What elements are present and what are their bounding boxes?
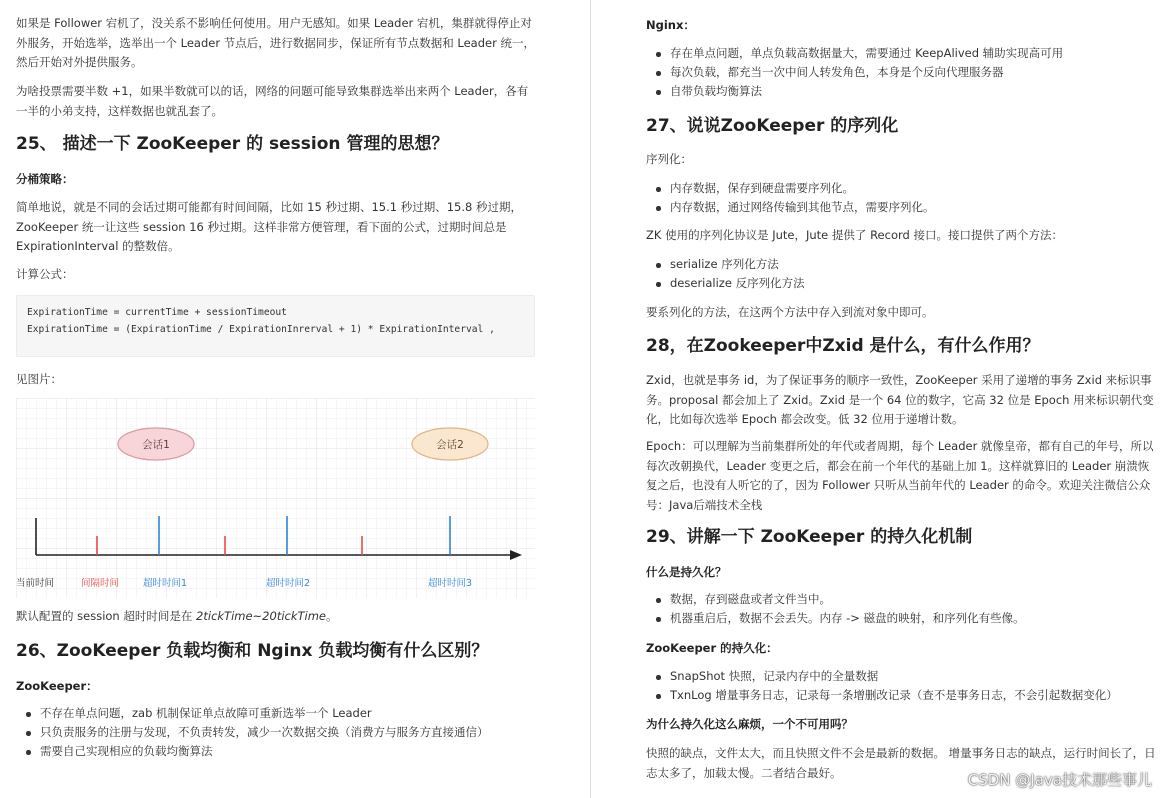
list-item: 不存在单点问题，zab 机制保证单点故障可重新选举一个 Leader [16,704,536,723]
heading-27: 27、说说ZooKeeper 的序列化 [646,116,899,136]
csdn-watermark: CSDN @Java技术那些事儿 [967,771,1152,789]
nginx-list [646,44,1160,101]
paragraph-epoch: Epoch：可以理解为当前集群所处的年代或者周期，每个 Leader 就像皇帝，都有自己的年号，所以每次改朝换代，Leader 变更之后，都会在前一个年代的基础上加 1。这样就算旧的 Leader 崩溃恢复之后，也没有人听它的了，因为 Follower 只听从当前年代的 Leader 的命令。欢迎关注微信公众号：Java后端技术全栈 [646,439,1154,512]
column-divider [590,0,591,798]
label-current-time: 当前时间 [16,578,55,589]
default-timeout-suffix: 。 [326,609,338,623]
list-item: TxnLog 增量事务日志，记录每一条增删改记录（查不是事务日志，不会引起数据变化） [646,686,1160,705]
list-item: 自带负载均衡算法 [646,82,1160,101]
default-timeout-range: 2tickTime~20tickTime [196,609,327,623]
heading-26: 26、ZooKeeper 负载均衡和 Nginx 负载均衡有什么区别？ [16,641,489,661]
serialization-label: 序列化： [646,152,692,166]
timeline-svg [16,398,535,598]
code-line-2: ExpirationTime = (ExpirationTime / ExpirationInrerval + 1) * ExpirationInterval , [27,324,495,335]
see-image-label: 见图片： [16,372,62,386]
list-item: 只负责服务的注册与发现，不负责转发，减少一次数据交换（消费方与服务方直接通信） [16,723,536,742]
session1-label: 会话1 [142,439,170,451]
formula-code-block [16,295,535,357]
list-item: serialize 序列化方法 [646,255,1160,274]
paragraph-zxid: Zxid，也就是事务 id，为了保证事务的顺序一致性，ZooKeeper 采用了递增的事务 Zxid 来标识事务。proposal 都会加上了 Zxid。Zxid 是一个 64 位的数字，它高 32 位是 Epoch 用来标识朝代变化，比如每次选举 Epoch 都会改变。低 32 位用于递增计数。 [646,373,1154,426]
zookeeper-persistence-label: ZooKeeper 的持久化： [646,641,778,655]
nginx-label: Nginx： [646,18,695,32]
list-item: deserialize 反序列化方法 [646,274,1160,293]
session2-label: 会话2 [436,439,464,451]
label-timeout-3: 超时时间3 [427,578,473,589]
list-item: 数据，存到磁盘或者文件当中。 [646,590,1160,609]
list-item: 内存数据，通过网络传输到其他节点，需要序列化。 [646,198,1160,217]
serialization-list [646,179,1160,217]
heading-25: 25、 描述一下 ZooKeeper 的 session 管理的思想？ [16,134,449,154]
list-item: 内存数据，保存到硬盘需要序列化。 [646,179,1160,198]
default-timeout-paragraph [16,607,536,627]
list-item: 存在单点问题，单点负载高数据量大，需要通过 KeepAlived 辅助实现高可用 [646,44,1160,63]
paragraph-half-vote: 为啥投票需要半数 +1，如果半数就可以的话，网络的问题可能导致集群选举出来两个 Leader，各有一半的小弟支持，这样数据也就乱套了。 [16,84,529,118]
formula-label: 计算公式： [16,267,74,281]
list-item: 机器重启后，数据不会丢失。内存 -> 磁盘的映射，和序列化有些像。 [646,609,1160,628]
default-timeout-prefix: 默认配置的 session 超时时间是在 [16,609,197,623]
label-timeout-2: 超时时间2 [265,578,311,589]
paragraph-jute: ZK 使用的序列化协议是 Jute，Jute 提供了 Record 接口。接口提供了两个方法： [646,228,1063,242]
session-timeline-figure [16,398,535,598]
why-persistence-label: 为什么持久化这么麻烦，一个不可用吗？ [646,717,853,731]
zookeeper-list [16,704,536,761]
paragraph-bucket-strategy: 简单地说，就是不同的会话过期可能都有时间间隔，比如 15 秒过期、15.1 秒过期、15.8 秒过期，ZooKeeper 统一让这些 session 16 秒过期。这样非常方便管理，看下面的公式，过期时间总是 ExpirationInterval 的整数倍。 [16,200,522,253]
zookeeper-label: ZooKeeper： [16,679,98,693]
paragraph-leader-failure: 如果是 Follower 宕机了，没关系不影响任何使用。用户无感知。如果 Leader 宕机，集群就得停止对外服务，开始选举，选举出一个 Leader 节点后，进行数据同步，保证所有节点数据和 Leader 统一，然后开始对外提供服务。 [16,16,535,69]
heading-29: 29、讲解一下 ZooKeeper 的持久化机制 [646,527,973,547]
bucket-strategy-label: 分桶策略： [16,172,74,186]
paragraph-why-both: 快照的缺点，文件太大，而且快照文件不会是最新的数据。 增量事务日志的缺点，运行时间长了，日志太多了，加载太慢。二者结合最好。 [646,746,1156,780]
methods-list [646,255,1160,293]
heading-28: 28，在Zookeeper中Zxid 是什么，有什么作用？ [646,336,1040,356]
label-interval-time: 间隔时间 [80,578,120,589]
persistence-definition-list [646,590,1160,628]
code-line-1: ExpirationTime = currentTime + sessionTimeout [27,307,287,318]
list-item: SnapShot 快照，记录内存中的全量数据 [646,667,1160,686]
zookeeper-persistence-list [646,667,1160,705]
paragraph-serialization-end: 要系列化的方法，在这两个方法中存入到流对象中即可。 [646,305,934,319]
list-item: 每次负载，都充当一次中间人转发角色，本身是个反向代理服务器 [646,63,1160,82]
list-item: 需要自己实现相应的负载均衡算法 [16,742,536,761]
label-timeout-1: 超时时间1 [142,578,188,589]
what-is-persistence-label: 什么是持久化？ [646,565,727,579]
